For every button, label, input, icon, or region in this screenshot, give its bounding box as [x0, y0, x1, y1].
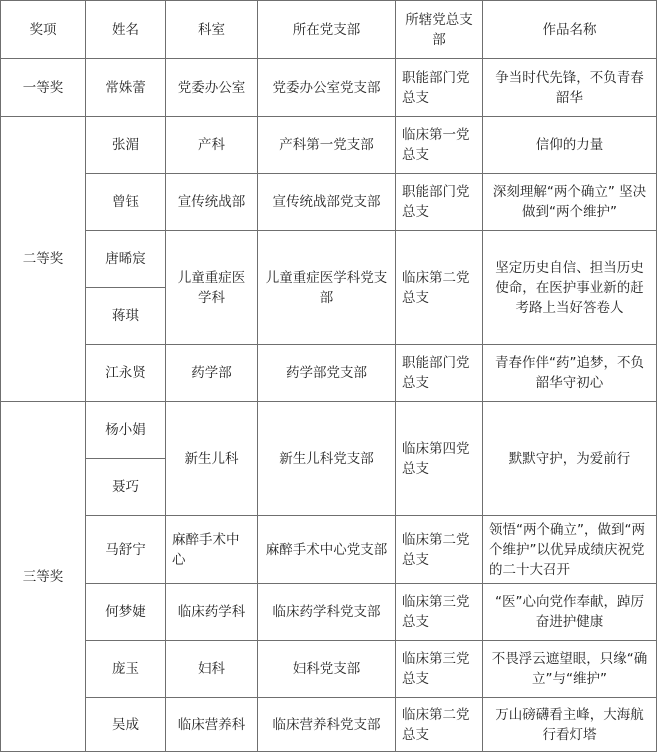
table-row [1, 345, 657, 402]
cell-general-branch: 临床第二党总支 [396, 698, 483, 752]
cell-name: 曾钰 [86, 174, 166, 231]
cell-work: 坚定历史自信、担当历史使命，在医护事业新的赶考路上当好答卷人 [483, 231, 657, 345]
cell-dept: 产科 [166, 117, 258, 174]
table-row [1, 59, 657, 117]
table-row [1, 117, 657, 174]
cell-dept: 儿童重症医学科 [166, 231, 258, 345]
cell-general-branch: 临床第二党总支 [396, 516, 483, 584]
cell-name: 聂巧 [86, 459, 166, 516]
cell-name: 吴成 [86, 698, 166, 752]
cell-name: 江永贤 [86, 345, 166, 402]
header-award: 奖项 [1, 1, 86, 59]
cell-work: 默默守护，为爱前行 [483, 402, 657, 516]
cell-work: 青春作伴“药”追梦，不负韶华守初心 [483, 345, 657, 402]
award-second: 二等奖 [1, 117, 86, 402]
cell-dept: 临床药学科 [166, 584, 258, 641]
header-name: 姓名 [86, 1, 166, 59]
cell-general-branch: 临床第四党总支 [396, 402, 483, 516]
cell-work: 信仰的力量 [483, 117, 657, 174]
cell-work: 深刻理解“两个确立” 坚决做到“两个维护” [483, 174, 657, 231]
table-row [1, 698, 657, 752]
cell-branch: 临床药学科党支部 [258, 584, 396, 641]
cell-branch: 药学部党支部 [258, 345, 396, 402]
cell-branch: 麻醉手术中心党支部 [258, 516, 396, 584]
cell-branch: 临床营养科党支部 [258, 698, 396, 752]
cell-name: 杨小娟 [86, 402, 166, 459]
cell-branch: 党委办公室党支部 [258, 59, 396, 117]
table-row [1, 231, 657, 288]
table-row [1, 584, 657, 641]
award-first: 一等奖 [1, 59, 86, 117]
cell-work: 争当时代先锋，不负青春韶华 [483, 59, 657, 117]
table-header-row [1, 1, 657, 59]
header-work: 作品名称 [483, 1, 657, 59]
cell-general-branch: 临床第三党总支 [396, 584, 483, 641]
cell-name: 何梦婕 [86, 584, 166, 641]
table-row [1, 402, 657, 459]
cell-dept: 妇科 [166, 641, 258, 698]
cell-dept: 临床营养科 [166, 698, 258, 752]
cell-work: “医”心向党作奉献，踔厉奋进护健康 [483, 584, 657, 641]
cell-general-branch: 职能部门党总支 [396, 59, 483, 117]
award-third: 三等奖 [1, 402, 86, 752]
cell-name: 唐晞宸 [86, 231, 166, 288]
cell-name: 张湄 [86, 117, 166, 174]
table-row [1, 174, 657, 231]
cell-general-branch: 职能部门党总支 [396, 345, 483, 402]
cell-branch: 妇科党支部 [258, 641, 396, 698]
cell-dept: 党委办公室 [166, 59, 258, 117]
cell-work: 不畏浮云遮望眼，只缘“确立”与“维护” [483, 641, 657, 698]
cell-general-branch: 临床第三党总支 [396, 641, 483, 698]
cell-branch: 宣传统战部党支部 [258, 174, 396, 231]
cell-branch: 新生儿科党支部 [258, 402, 396, 516]
header-branch: 所在党支部 [258, 1, 396, 59]
cell-dept: 宣传统战部 [166, 174, 258, 231]
header-dept: 科室 [166, 1, 258, 59]
cell-branch: 儿童重症医学科党支部 [258, 231, 396, 345]
cell-name: 常姝蕾 [86, 59, 166, 117]
cell-work: 万山磅礴看主峰，大海航行看灯塔 [483, 698, 657, 752]
cell-name: 马舒宁 [86, 516, 166, 584]
cell-work: 领悟“两个确立”，做到“两个维护”以优异成绩庆祝党的二十大召开 [483, 516, 657, 584]
cell-name: 蒋琪 [86, 288, 166, 345]
cell-branch: 产科第一党支部 [258, 117, 396, 174]
cell-name: 庞玉 [86, 641, 166, 698]
table-row [1, 641, 657, 698]
cell-dept: 新生儿科 [166, 402, 258, 516]
cell-general-branch: 临床第一党总支 [396, 117, 483, 174]
cell-dept: 麻醉手术中心 [166, 516, 258, 584]
cell-dept: 药学部 [166, 345, 258, 402]
cell-general-branch: 职能部门党总支 [396, 174, 483, 231]
cell-general-branch: 临床第二党总支 [396, 231, 483, 345]
header-general-branch: 所辖党总支部 [396, 1, 483, 59]
table-row [1, 516, 657, 584]
